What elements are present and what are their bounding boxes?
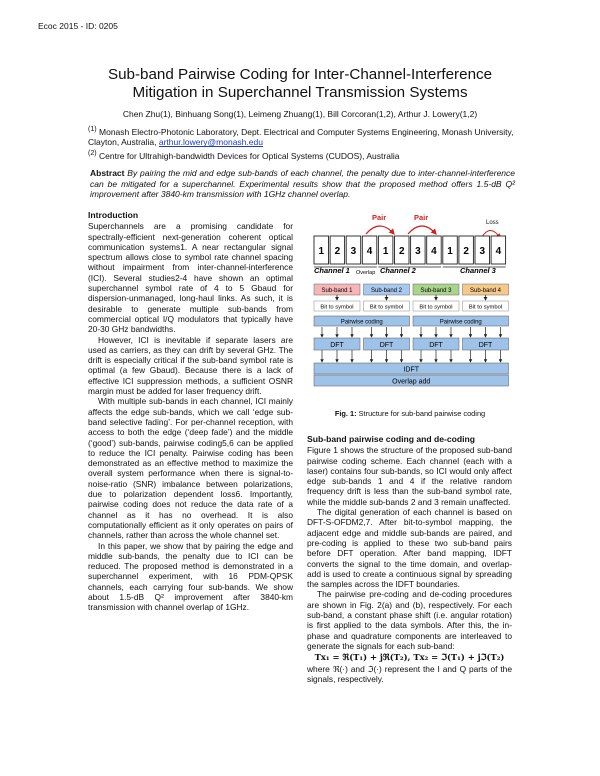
abstract [90,168,515,200]
spectrum-digit: 4 [495,246,502,257]
spectrum-digit: 2 [334,246,341,257]
spectrum-digit: 3 [479,246,486,257]
paper-title [40,66,560,102]
channel-label-1: Channel 1 [314,266,350,275]
affiliation-1 [88,124,518,148]
title-line-2: Mitigation in Superchannel Transmission Systems [132,84,468,101]
affiliations [88,124,518,161]
structure [314,284,509,386]
right-column [307,434,512,684]
affil2-text: Centre for Ultrahigh-bandwidth Devices for Optical Systems (CUDOS), Australia [96,150,400,161]
bit-to-symbol-label: Bit to symbol [320,304,354,311]
pairwise-coding-label: Pairwise coding [340,319,383,326]
channel-label-3: Channel 3 [460,266,496,275]
header-id: Ecoc 2015 - ID: 0205 [38,21,118,31]
section2-heading: Sub-band pairwise coding and de-coding [307,434,476,444]
spectrum-digit: 3 [350,246,357,257]
figure-caption-text: Structure for sub-band pairwise coding [356,409,486,418]
spectrum-digit: 1 [318,246,325,257]
intro-paragraph-2: However, ICI is inevitable if separate lasers are used as carriers, as they can drift by several GHz. The drift is especially critical if the sub-band symbol rate is optimal (a few Gbaud). Because there is a lack of effective ICI suppression methods, a sufficient OSNR margin must be added for laser frequency drift. [88,334,293,397]
section2-paragraph-2: The digital generation of each channel is based on DFT-S-OFDM2,7. After bit-to-symbol mapping, the adjacent edge and middle sub-bands are paired, and pre-coding is applied to these two sub-band pairs before DFT operation. After band mapping, IDFT converts the signal to the time domain, and overlap-add is used to create a continuous signal by spreading the samples across the IDFT boundaries. [307,507,512,590]
figure-1 [310,210,510,415]
affil2-marker: (2) [88,148,97,157]
intro-paragraph-3: With multiple sub-bands in each channel, ICI mainly affects the edge sub-bands, which we call ‘edge sub-band selective fading’. For per-channel reception, with access to both the edge (‘deep fade’) and the middle (‘good’) sub-bands, pairwise coding5,6 can be applied to reduce the ICI penalty. Pairwise coding has been demonstrated as an effective method to maximize the overall system performance when there is signal-to-noise-ratio (SNR) imbalance between polarizations, due to polarization dependent loss6. Importantly, pairwise coding does not reduce the data rate of a channel as it has no overhead. It is also computationally efficient as it only operates on pairs of channels, rather than across the whole channel set. [88,396,293,541]
pair-arrow-1 [366,226,394,234]
formula: Tx₁ = ℜ(T₁) + jℜ(T₂), Tx₂ = ℑ(T₁) + jℑ(T₂) [314,652,505,663]
idft-label: IDFT [403,366,420,374]
intro-heading: Introduction [88,210,139,220]
bit-to-symbol-label: Bit to symbol [369,304,404,311]
pair-label-2: Pair [414,213,429,222]
spectrum-digit: 1 [447,246,453,257]
spectrum [314,236,506,267]
email-link[interactable]: arthur.lowery@monash.edu [158,137,263,148]
pair-arrow-2 [408,226,436,234]
bit-to-symbol-label: Bit to symbol [419,304,453,311]
abstract-text: By pairing the mid and edge sub-bands of each channel, the penalty due to inter-channel-interference can be mitigated for a superchannel. Experimental results show that the proposed method offers 1.5-dB Q² improvement after 3840-km transmission with 1GHz channel overlap. [90,168,515,199]
dft-label: DFT [429,342,443,349]
intro-paragraph-1: Superchannels are a promising candidate for spectrally-efficient next-generation coherent optical communication systems1. A near rectangular signal spectrum allows close to symbol rate channel spacing without impairment from inter-channel-interference (ICI). Several studies2-4 have shown an optimal superchannel symbol rate of 4 to 5 Gbaud for dispersion-unmanaged, long-haul links. As such, it is desirable to generate multiple sub-bands from commercial optical I/Q modulators that typically have 20-30 GHz bandwidths. [88,221,293,335]
pair-label-1: Pair [372,213,387,222]
spectrum-digit: 1 [382,246,389,257]
subband-label: Sub-band 2 [370,288,403,294]
pairwise-coding-label: Pairwise coding [439,319,482,326]
figure-1-caption [310,409,510,418]
subband-label: Sub-band 4 [469,288,502,294]
dft-label: DFT [478,342,493,349]
spectrum-digit: 3 [415,246,421,257]
title-line-1: Sub-band Pairwise Coding for Inter-Channel-Interference [107,66,493,83]
overlap-add-label: Overlap add [392,378,431,386]
spectrum-digit: 2 [398,246,405,257]
overlap-label: Overlap [356,270,376,276]
intro-paragraph-4: In this paper, we show that by pairing the edge and middle sub-bands, the penalty due to ICI can be reduced. The proposed method is demonstrated in a superchannel experiment, with 16 PDM-QPSK channels, each carrying four sub-bands. We show about 1.5-dB Q² improvement after 3840-km transmission with channel overlap of 1GHz. [88,540,293,613]
affiliation-2 [88,148,518,161]
bit-to-symbol-label: Bit to symbol [468,304,503,311]
left-column [88,210,293,613]
figure-1-diagram [310,210,510,408]
spectrum-digit: 4 [431,246,437,257]
loss-label: Loss [486,220,499,226]
dft-label: DFT [379,342,394,349]
section2-paragraph-4: where ℜ(·) and ℑ(·) represent the I and Q parts of the signals, respectively. [307,663,512,684]
channel-label-2: Channel 2 [380,266,416,275]
abstract-label: Abstract [90,168,125,178]
section2-paragraph-3: The pairwise pre-coding and de-coding procedures are shown in Fig. 2(a) and (b), respectively. For each sub-band, a constant phase shift (i.e. angular rotation) is first applied to the data symbols. After this, the in-phase and quadrature components are interleaved to generate the signals for each sub-band: [307,589,512,651]
affil1-marker: (1) [88,125,97,133]
authors: Chen Zhu(1), Binhuang Song(1), Leimeng Zhuang(1), Bill Corcoran(1,2), Arthur J. Lowery(1,2) [122,109,478,119]
subband-label: Sub-band 1 [321,288,353,294]
spectrum-digit: 4 [366,246,373,257]
spectrum-digit: 2 [463,246,469,257]
dft-label: DFT [330,342,344,349]
figure-caption-label: Fig. 1: [334,409,357,418]
section2-paragraph-1: Figure 1 shows the structure of the proposed sub-band pairwise coding scheme. Each channel (each with a laser) contains four sub-bands, so ICI would only affect edge sub-bands 1 and 4 if the relative random frequency drift is less than the sub-band symbol rate, while the middle sub-bands 2 and 3 remain unaffected. [307,445,512,507]
subband-label: Sub-band 3 [420,288,452,294]
affil1-text: Monash Electro-Photonic Laboratory, Dept. Electrical and Computer Systems Engineering, Monash University, Clayton, Australia, [88,126,514,148]
